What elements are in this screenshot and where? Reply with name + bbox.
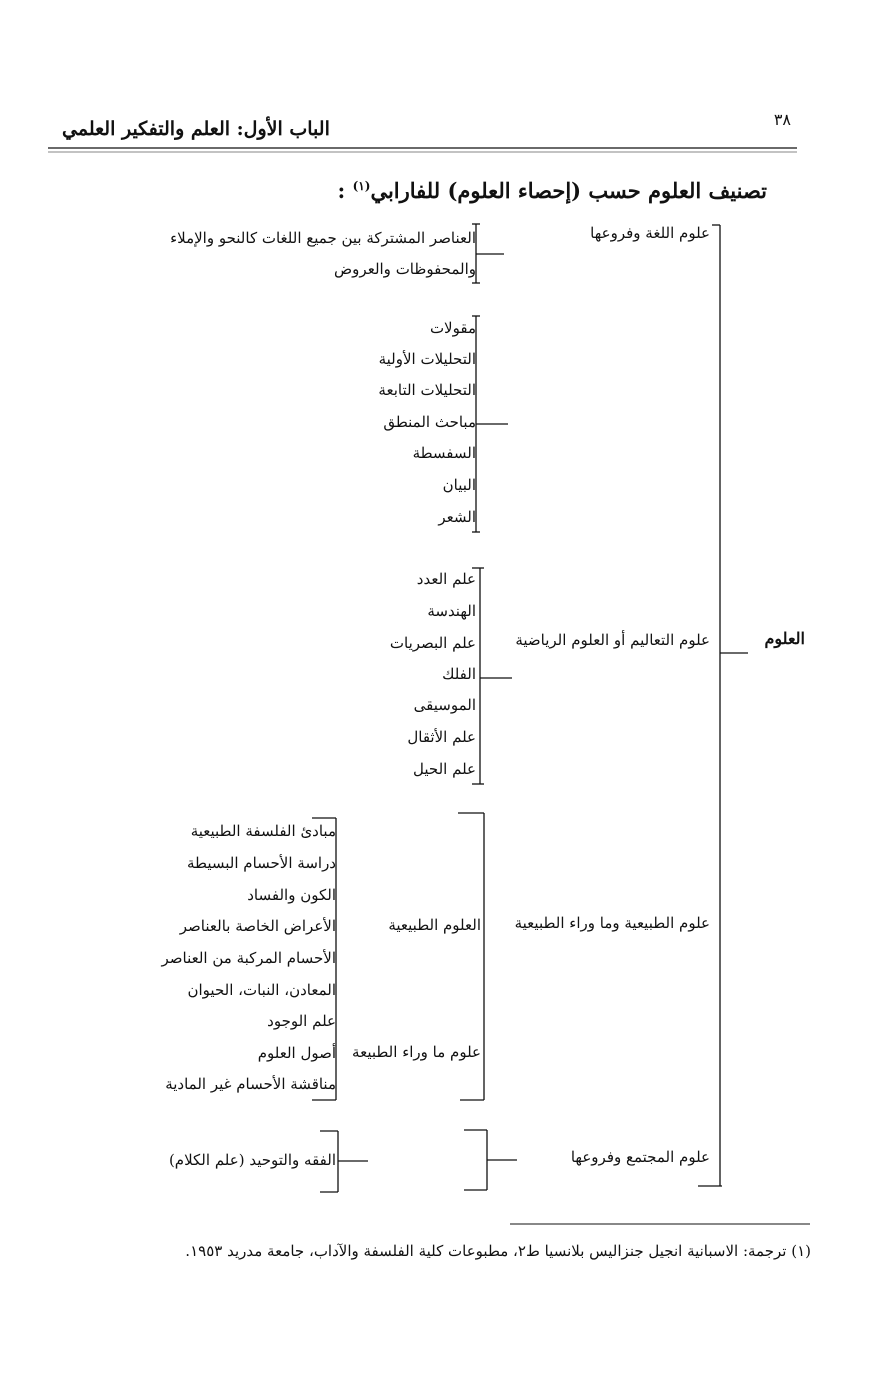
language-item: العناصر المشتركة بين جميع اللغات كالنحو والإملاء: [170, 229, 476, 247]
natural-item: المعادن، النبات، الحيوان: [187, 981, 336, 999]
math-item: الهندسة: [427, 602, 476, 620]
metaphysics-item: مناقشة الأحسام غير المادية: [165, 1075, 336, 1093]
logic-item: الشعر: [438, 508, 476, 526]
logic-item: التحليلات الأولية: [378, 350, 476, 368]
branch-physics-metaphysics: علوم الطبيعية وما وراء الطبيعية: [514, 914, 710, 932]
math-item: الفلك: [442, 665, 476, 683]
logic-item: مقولات: [429, 319, 476, 337]
metaphysics-item: أصول العلوم: [257, 1044, 336, 1062]
running-title: الباب الأول: العلم والتفكير العلمي: [62, 118, 330, 140]
natural-item: مبادئ الفلسفة الطبيعية: [190, 822, 336, 840]
metaphysics-item: علم الوجود: [267, 1012, 336, 1030]
subbranch-natural-sciences: العلوم الطبيعية: [388, 916, 481, 934]
branch-mathematics: علوم التعاليم أو العلوم الرياضية: [515, 631, 710, 649]
language-item: والمحفوظات والعروض: [334, 260, 476, 278]
math-item: علم العدد: [416, 570, 476, 588]
subbranch-metaphysics: علوم ما وراء الطبيعة: [352, 1043, 481, 1061]
logic-item: التحليلات التابعة: [378, 381, 476, 399]
branch-language: علوم اللغة وفروعها: [590, 224, 710, 242]
page-number: ٣٨: [773, 110, 791, 129]
natural-item: الأحسام المركبة من العناصر: [161, 949, 336, 967]
logic-item: مباحث المنطق: [383, 413, 476, 431]
branch-society: علوم المجتمع وفروعها: [570, 1148, 710, 1166]
math-item: الموسيقى: [413, 696, 476, 714]
math-item: علم الحيل: [413, 760, 476, 778]
natural-item: الكون والفساد: [247, 886, 336, 904]
footnote-text: (١) ترجمة: الاسبانية انجيل جنزاليس بلانسيا ط٢، مطبوعات كلية الفلسفة والآداب، جامعة مدريد ١٩٥٣.: [185, 1242, 811, 1260]
math-item: علم الأثقال: [407, 728, 476, 746]
logic-item: السفسطة: [412, 444, 476, 462]
section-title-suffix: :: [337, 178, 346, 203]
society-item: الفقه والتوحيد (علم الكلام): [168, 1151, 336, 1169]
section-title-text: تصنيف العلوم حسب (إحصاء العلوم) للفارابي: [370, 178, 767, 203]
math-item: علم البصريات: [389, 634, 476, 652]
footnote-mark: (١): [352, 179, 371, 193]
tree-root: العلوم: [764, 629, 805, 648]
logic-item: البيان: [442, 476, 476, 494]
natural-item: الأعراض الخاصة بالعناصر: [179, 917, 336, 935]
natural-item: دراسة الأحسام البسيطة: [187, 854, 336, 872]
